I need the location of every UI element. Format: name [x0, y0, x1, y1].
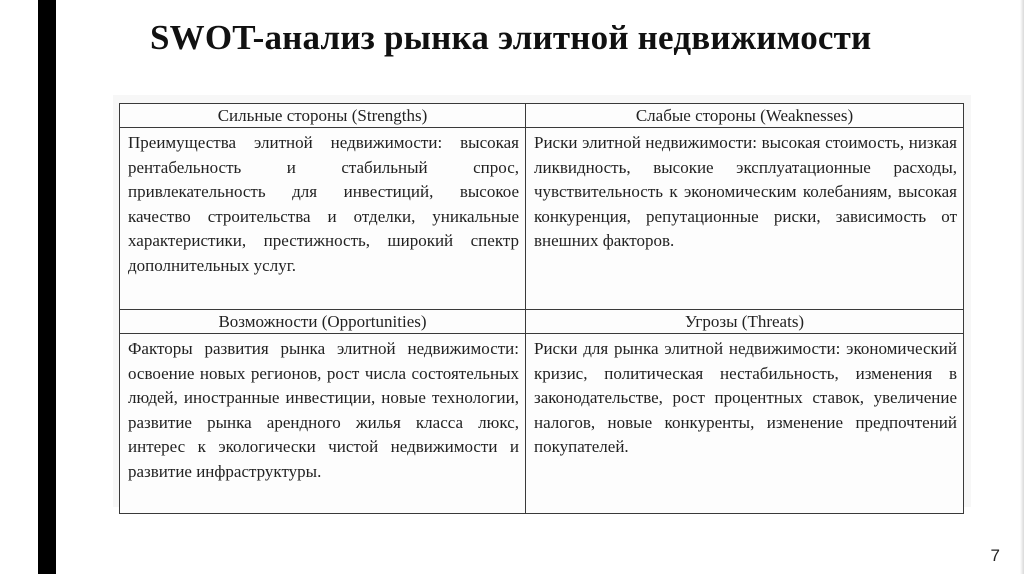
right-edge-shadow — [1020, 0, 1024, 574]
swot-header-row-bottom — [120, 310, 964, 334]
weaknesses-text: Риски элитной недвижимости: высокая стоимость, низкая ликвидность, высокие эксплуатационные расходы, чувствительность к экономическим колебаниям, высокая конкуренция, репутационные риски, зависимость от внешних факторов. — [526, 128, 964, 310]
weaknesses-header: Слабые стороны (Weaknesses) — [526, 104, 964, 128]
swot-body-row-top — [120, 128, 964, 310]
left-accent-bar — [38, 0, 56, 574]
threats-text: Риски для рынка элитной недвижимости: экономический кризис, политическая нестабильность, изменения в законодательстве, рост процентных ставок, увеличение налогов, новые конкуренты, изменение предпочтений покупателей. — [526, 334, 964, 514]
strengths-text: Преимущества элитной недвижимости: высокая рентабельность и стабильный спрос, привлекательность для инвестиций, высокое качество строительства и отделки, уникальные характеристики, престижность, широкий спектр дополнительных услуг. — [120, 128, 526, 310]
swot-body-row-bottom — [120, 334, 964, 514]
swot-table-image — [113, 95, 971, 507]
strengths-header: Сильные стороны (Strengths) — [120, 104, 526, 128]
page-number: 7 — [990, 546, 1000, 565]
swot-header-row-top — [120, 104, 964, 128]
swot-table — [119, 103, 964, 514]
threats-header: Угрозы (Threats) — [526, 310, 964, 334]
slide-title: SWOT-анализ рынка элитной недвижимости — [150, 18, 872, 57]
opportunities-header: Возможности (Opportunities) — [120, 310, 526, 334]
opportunities-text: Факторы развития рынка элитной недвижимости: освоение новых регионов, рост числа состоятельных людей, иностранные инвестиции, новые технологии, развитие рынка арендного жилья класса люкс, интерес к экологически чистой недвижимости и развитие инфраструктуры. — [120, 334, 526, 514]
